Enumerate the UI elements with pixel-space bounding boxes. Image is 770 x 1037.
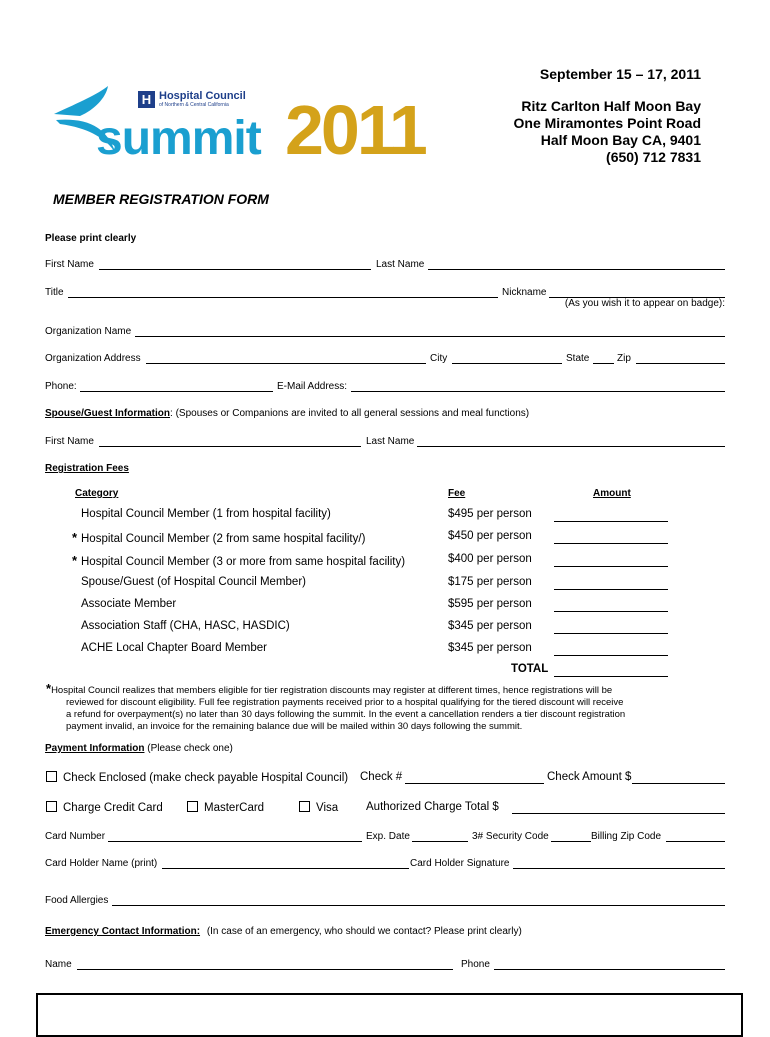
title-label: Title — [45, 287, 64, 298]
state-field[interactable] — [593, 363, 614, 364]
exp-date-label: Exp. Date — [366, 831, 410, 842]
holder-signature-label: Card Holder Signature — [410, 858, 510, 869]
security-code-label: 3# Security Code — [472, 831, 549, 842]
fee-header: Fee — [448, 488, 466, 499]
emergency-name-label: Name — [45, 959, 72, 970]
amount-field[interactable] — [554, 655, 668, 656]
spouse-note: : (Spouses or Companions are invited to all general sessions and meal functions) — [170, 408, 530, 419]
venue-name: Ritz Carlton Half Moon Bay — [521, 98, 701, 114]
emergency-phone-field[interactable] — [494, 969, 725, 970]
authorized-total-field[interactable] — [512, 813, 725, 814]
fee-row — [72, 642, 672, 654]
email-field[interactable] — [351, 391, 725, 392]
fee-row — [72, 576, 672, 588]
billing-zip-field[interactable] — [666, 841, 725, 842]
state-label: State — [566, 353, 590, 364]
fee-row: * Hospital Council Member (2 from same hospital facility/) $450 per person — [72, 530, 672, 545]
fee-value: $175 per person — [448, 576, 532, 588]
org-address-label: Organization Address — [45, 353, 141, 364]
fee-category: Spouse/Guest (of Hospital Council Member) — [81, 576, 306, 588]
check-number-label: Check # — [360, 771, 403, 783]
amount-field[interactable] — [554, 589, 668, 590]
checkbox-icon[interactable] — [46, 771, 57, 782]
fee-value: $495 per person — [448, 508, 532, 520]
category-header: Category — [75, 488, 119, 499]
venue-phone: (650) 712 7831 — [606, 149, 701, 165]
phone-field[interactable] — [80, 391, 273, 392]
total-label: TOTAL — [511, 663, 549, 675]
fee-category: Hospital Council Member (2 from same hospital facility/) — [81, 533, 366, 545]
visa-option[interactable]: Visa — [299, 801, 338, 814]
security-code-field[interactable] — [551, 841, 591, 842]
zip-field[interactable] — [636, 363, 725, 364]
org-name: Hospital Council — [159, 90, 246, 102]
emergency-phone-label: Phone — [461, 959, 490, 970]
title-field[interactable] — [68, 297, 498, 298]
exp-date-field[interactable] — [412, 841, 468, 842]
fee-value: $450 per person — [448, 530, 532, 542]
amount-field[interactable] — [554, 566, 668, 567]
last-name-field[interactable] — [428, 269, 725, 270]
check-number-field[interactable] — [405, 783, 544, 784]
nickname-label: Nickname — [502, 287, 547, 298]
check-amount-field[interactable] — [632, 783, 725, 784]
spouse-section — [45, 408, 529, 419]
tier-footnote: *Hospital Council realizes that members eligible for tier registration discounts may register at different times, hence registrations will be reviewed for discount eligibility. Full fee registration payments received prior to a hospital qualifying for the tiered discount will receive a refund for overpayment(s) no later than 30 days following the summit. In the event a cancellation renders a tier discount registration payment invalid, an invoice for the remaining balance due will be mailed within 30 days following the summit. — [46, 681, 626, 732]
email-label: E-Mail Address: — [277, 381, 348, 392]
food-allergies-label: Food Allergies — [45, 895, 109, 906]
emergency-section — [45, 926, 522, 937]
summit-word: summit — [96, 112, 261, 165]
amount-header: Amount — [593, 488, 631, 499]
hospital-council-h-icon: H — [138, 91, 155, 108]
venue-city: Half Moon Bay CA, 9401 — [540, 132, 701, 148]
authorized-total-label: Authorized Charge Total $ — [366, 801, 499, 813]
fee-category: Associate Member — [81, 598, 177, 610]
city-label: City — [430, 353, 448, 364]
payment-heading: Payment Information — [45, 743, 145, 754]
org-address-field[interactable] — [146, 363, 426, 364]
bottom-box — [36, 993, 743, 1037]
footnote-star: * — [46, 681, 52, 696]
payment-section — [45, 743, 233, 754]
fee-category: Hospital Council Member (1 from hospital facility) — [81, 508, 331, 520]
card-number-label: Card Number — [45, 831, 106, 842]
card-number-field[interactable] — [108, 841, 362, 842]
amount-field[interactable] — [554, 543, 668, 544]
summit-logo — [50, 84, 440, 174]
check-enclosed-option[interactable]: Check Enclosed (make check payable Hospital Council) — [46, 771, 348, 784]
mastercard-option[interactable]: MasterCard — [187, 801, 264, 814]
phone-label: Phone: — [45, 381, 77, 392]
spouse-last-name-label: Last Name — [366, 436, 415, 447]
spouse-heading: Spouse/Guest Information — [45, 408, 171, 419]
fee-category: ACHE Local Chapter Board Member — [81, 642, 267, 654]
org-name-field[interactable] — [135, 336, 725, 337]
total-field[interactable] — [554, 676, 668, 677]
form-title: MEMBER REGISTRATION FORM — [53, 191, 269, 207]
amount-field[interactable] — [554, 521, 668, 522]
fee-value: $345 per person — [448, 620, 532, 632]
nickname-note: (As you wish it to appear on badge): — [564, 298, 725, 309]
holder-name-label: Card Holder Name (print) — [45, 858, 158, 869]
fees-heading: Registration Fees — [45, 463, 129, 474]
checkbox-icon[interactable] — [299, 801, 310, 812]
amount-field[interactable] — [554, 633, 668, 634]
fee-row — [72, 620, 672, 632]
amount-field[interactable] — [554, 611, 668, 612]
fee-value: $595 per person — [448, 598, 532, 610]
fee-category: Hospital Council Member (3 or more from same hospital facility) — [81, 556, 406, 568]
summit-year: 2011 — [285, 91, 425, 169]
city-field[interactable] — [452, 363, 562, 364]
payment-note: (Please check one) — [144, 743, 233, 754]
fee-row: * Hospital Council Member (3 or more from same hospital facility) $400 per person — [72, 553, 672, 568]
emergency-note: (In case of an emergency, who should we contact? Please print clearly) — [206, 926, 522, 937]
org-subtitle: of Northern & Central California — [159, 102, 229, 108]
checkbox-icon[interactable] — [187, 801, 198, 812]
holder-signature-field[interactable] — [513, 868, 725, 869]
emergency-name-field[interactable] — [77, 969, 453, 970]
check-amount-label: Check Amount $ — [547, 771, 632, 783]
first-name-field[interactable] — [99, 269, 371, 270]
fee-row — [72, 598, 672, 610]
venue-address: One Miramontes Point Road — [513, 115, 701, 131]
spouse-last-name-field[interactable] — [417, 446, 725, 447]
org-name-label: Organization Name — [45, 326, 132, 337]
credit-card-option[interactable]: Charge Credit Card — [46, 801, 163, 814]
print-clearly-note: Please print clearly — [45, 233, 137, 244]
last-name-label: Last Name — [376, 259, 425, 270]
emergency-heading: Emergency Contact Information: — [45, 926, 201, 937]
fee-category: Association Staff (CHA, HASC, HASDIC) — [81, 620, 290, 632]
zip-label: Zip — [617, 353, 631, 364]
food-allergies-field[interactable] — [112, 905, 725, 906]
billing-zip-label: Billing Zip Code — [591, 831, 662, 842]
fee-value: $345 per person — [448, 642, 532, 654]
fee-value: $400 per person — [448, 553, 532, 565]
spouse-first-name-label: First Name — [45, 436, 94, 447]
spouse-first-name-field[interactable] — [99, 446, 361, 447]
first-name-label: First Name — [45, 259, 94, 270]
checkbox-icon[interactable] — [46, 801, 57, 812]
fee-row — [72, 508, 672, 520]
holder-name-field[interactable] — [162, 868, 409, 869]
event-dates: September 15 – 17, 2011 — [539, 66, 701, 82]
